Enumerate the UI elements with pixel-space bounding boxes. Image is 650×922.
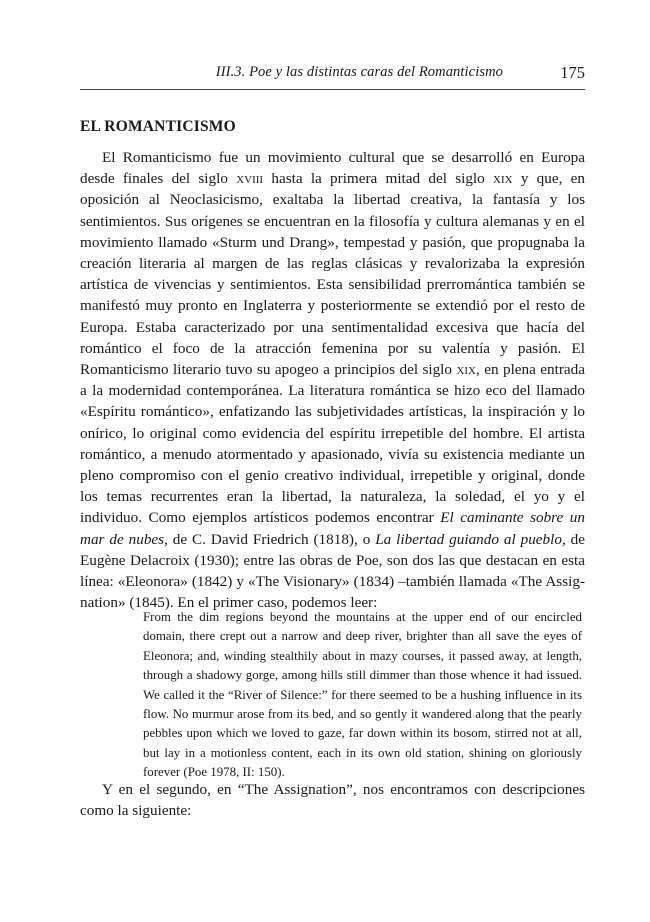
work-title-delacroix: La libertad guiando al pueblo, — [375, 530, 566, 548]
closing-paragraph — [80, 779, 585, 821]
work-title-friedrich: El caminante sobre un mar de nubes, — [80, 509, 585, 548]
body-text-6: de Eugène Delacroix (1930); entre las obras de Poe, son dos las que destacan en esta línea: «Eleonora» (1842) y «The Visionary» (1834) –también llamada «The Assignation» (1845). En el primer caso, podemos leer: — [80, 530, 585, 612]
century-19a: xix — [493, 170, 513, 188]
body-text-5: de C. David Friedrich (1818), o — [167, 530, 376, 548]
century-18: xviii — [236, 170, 264, 188]
body-paragraph — [80, 147, 585, 613]
closing-text: Y en el segundo, en “The Assignation”, nos encontramos con descripciones como la siguiente: — [80, 781, 585, 820]
running-header — [80, 64, 585, 86]
section-title: EL ROMANTICISMO — [80, 118, 236, 135]
running-title: III.3. Poe y las distintas caras del Romanticismo — [215, 64, 503, 80]
header-rule — [80, 89, 585, 90]
body-text-1: El Romanticismo fue un movimiento cultural que se desarrolló en Europa desde finales del siglo — [80, 149, 585, 188]
body-text-2: hasta la primera mitad del siglo — [263, 170, 493, 188]
century-19b: xix — [456, 361, 476, 379]
body-text-4: , en plena entrada a la modernidad contemporánea. La literatura romántica se hizo eco del llamado «Espíritu romántico», enfatizando las subjetividades artísticas, la inspiración y lo onírico, lo original como evidencia del espíritu irrepetible del hombre. El artista romántico, a menudo atormentado y apasionado, vivía su existencia mediante un pleno compromiso con el genio creativo individual, irrepetible y original, donde los temas recurrentes eran la libertad, la naturaleza, la soledad, el yo y el individuo. Como ejemplos artísticos podemos encontrar — [80, 361, 585, 527]
block-quote: From the dim regions beyond the mountains at the upper end of our encircled domain, there crept out a narrow and deep river, brighter than all save the eyes of Eleonora; and, winding stealthily about in mazy courses, it passed away, at length, through a shadowy gorge, among hills still dimmer than those whence it had issued. We called it the “River of Silence:” for there seemed to be a hushing influence in its flow. No murmur arose from its bed, and so gently it wandered along that the pearly pebbles upon which we loved to gaze, far down within its bosom, stirred not at all, but lay in a motionless content, each in its own old station, shining on gloriously forever (Poe 1978, II: 150). — [143, 610, 582, 780]
page-number: 175 — [560, 63, 585, 82]
body-text-3: y que, en oposición al Neoclasicismo, exaltaba la libertad creativa, la fantasía y los sentimientos. Sus orígenes se encuentran en la filosofía y cultura alemanas y en el movimiento llamado «Sturm und Drang», tempestad y pasión, que propugnaba la creación literaria al margen de las reglas clásicas y revalorizaba la expresión artística de vivencias y sentimientos. Esta sensibilidad prerromántica también se manifestó muy pronto en Inglaterra y posteriormente se extendió por el resto de Europa. Estaba caracterizado por una sentimentalidad excesiva que hacía del romántico el foco de la atracción femenina por su valentía y pasión. El Romanticismo literario tuvo su apogeo a principios del siglo — [80, 170, 585, 379]
